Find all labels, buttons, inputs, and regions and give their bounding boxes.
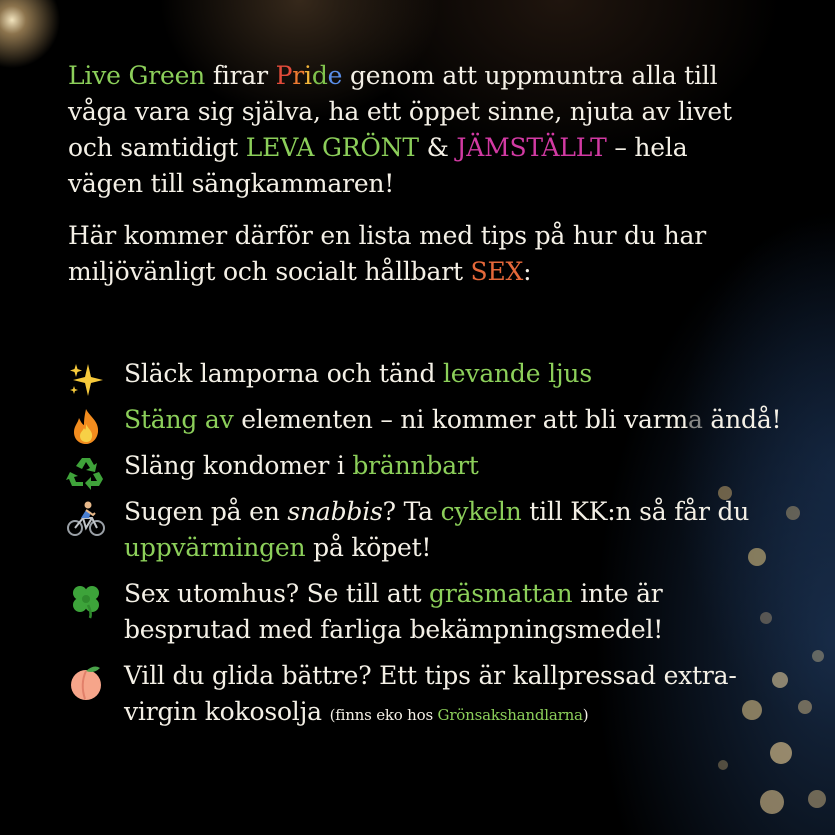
pride-letter: i — [304, 61, 312, 90]
tip-highlight: cykeln — [440, 497, 522, 526]
sex-label: SEX — [470, 257, 524, 286]
pride-word — [276, 61, 343, 90]
tip-text: a — [687, 405, 703, 434]
pride-letter: r — [292, 61, 305, 90]
live-green-label: Live Green — [68, 61, 206, 90]
list-item — [66, 448, 796, 484]
intro-paragraph — [68, 58, 768, 202]
tip-highlight: Grönsakshandlarna — [437, 706, 583, 724]
sparkles-icon — [66, 360, 106, 400]
tip-text: ? Ta — [382, 497, 441, 526]
tip-note: ) — [582, 706, 589, 724]
text-fragment: : — [523, 257, 532, 286]
tips-list — [66, 356, 796, 743]
tip-text: Sex utomhus? Se till att — [124, 579, 430, 608]
tip-text: inte är besprutad med farliga bekämpningsmedel! — [124, 579, 664, 644]
peach-icon — [66, 662, 106, 702]
tip-text: elementen – ni kommer att bli varm — [233, 405, 688, 434]
tip-highlight: levande ljus — [443, 359, 592, 388]
tip-text: ändå! — [702, 405, 782, 434]
tip-highlight: brännbart — [352, 451, 479, 480]
list-item — [66, 658, 796, 733]
pride-letter: d — [311, 61, 328, 90]
tip-highlight: uppvärmingen — [124, 533, 306, 562]
text-fragment: genom att uppmuntra alla till våga vara sig själva, ha ett öppet sinne, njuta av livet och samtidigt — [68, 61, 732, 162]
clover-icon — [66, 580, 106, 620]
leva-gront-label: LEVA GRÖNT — [245, 133, 419, 162]
list-item — [66, 576, 796, 648]
tip-note: (finns eko hos — [329, 706, 438, 724]
tip-text: Släck lamporna och tänd — [124, 359, 443, 388]
text-fragment: & — [418, 133, 457, 162]
fire-icon — [66, 406, 106, 446]
text-fragment: Här kommer därför en lista med tips på hur du har miljövänligt och socialt hållbart — [68, 221, 706, 286]
pride-letter: e — [327, 61, 343, 90]
cyclist-icon — [66, 498, 106, 538]
tip-text: på köpet! — [305, 533, 432, 562]
tip-emphasis: snabbis — [287, 497, 383, 526]
list-item — [66, 402, 796, 438]
recycle-icon — [66, 452, 106, 492]
text-fragment: firar — [205, 61, 276, 90]
tip-text: till KK:n så får du — [521, 497, 750, 526]
tip-text: Släng kondomer i — [124, 451, 353, 480]
tip-text: Sugen på en — [124, 497, 288, 526]
tip-highlight: Stäng av — [124, 405, 234, 434]
list-item — [66, 356, 796, 392]
tip-highlight: gräsmattan — [429, 579, 573, 608]
text-fragment: – hela vägen till sängkammaren! — [68, 133, 688, 198]
jamstallt-label: JÄMSTÄLLT — [456, 133, 607, 162]
lead-paragraph — [68, 218, 768, 290]
intro-text — [68, 58, 768, 306]
list-item — [66, 494, 796, 566]
tip-text: Vill du glida bättre? Ett tips är kallpressad extra-virgin kokosolja — [124, 661, 737, 726]
pride-letter: P — [275, 61, 293, 90]
